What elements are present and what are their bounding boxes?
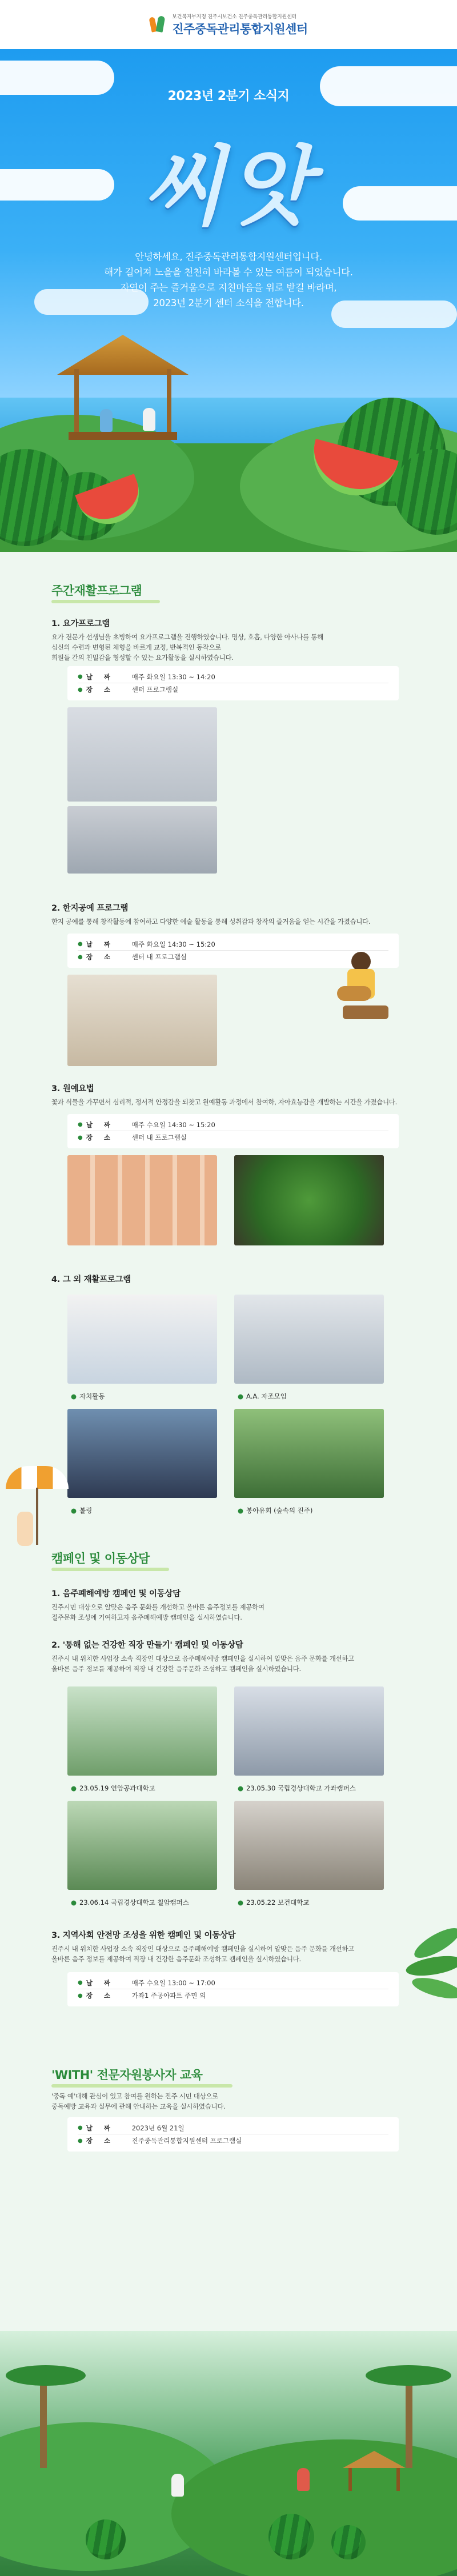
caption-health-univ: ● 23.05.22 보건대학교 bbox=[238, 1898, 310, 1906]
caption-outing: ● 봉아유회 (숲속의 진주) bbox=[238, 1507, 313, 1515]
caption-gajwa: ● 23.05.30 국립경상대학교 가좌캠퍼스 bbox=[238, 1784, 356, 1792]
intro-line: 해가 길어져 노을을 천천히 바라볼 수 있는 여름이 되었습니다. bbox=[104, 267, 353, 278]
center-logo[interactable] bbox=[149, 13, 307, 37]
self-activity-photo bbox=[67, 1295, 217, 1384]
watermelon-illustration bbox=[331, 2525, 366, 2559]
campaign-item2-desc: 진주시 내 위치한 사업장 소속 직장인 대상으로 음주폐해예방 캠페인을 실시하여 알맞은 음주 문화를 개선하고 올바른 음주 정보를 제공하여 직장 내 건강한 음주문화 조성하고 캠페인을 실시하였습니다. bbox=[51, 1654, 355, 1673]
hanji-title: 2. 한지공예 프로그램 bbox=[51, 904, 129, 913]
yoga-title: 1. 요가프로그램 bbox=[51, 619, 110, 628]
intro-line: 자연이 주는 즐거움으로 지친마음을 위로 받길 바라며, bbox=[120, 282, 337, 293]
yoga-photo-2 bbox=[67, 806, 217, 874]
campaign-item2-title: 2. '통해 없는 건강한 직장 만들기' 캠페인 및 이동상담 bbox=[51, 1641, 243, 1650]
person-illustration bbox=[297, 2468, 310, 2491]
hanji-info-box: ● 날 짜 매주 화요일 14:30 ~ 15:20 ● 장 소 센터 내 프로그램실 bbox=[67, 934, 399, 968]
section-title-weekly: 주간재활프로그램 bbox=[51, 582, 142, 599]
pavilion-floor bbox=[69, 432, 177, 440]
person-illustration bbox=[100, 409, 113, 432]
hero-banner bbox=[0, 49, 457, 552]
yoga-info-box: ● 날 짜 매주 화요일 13:30 ~ 14:20 ● 장 소 센터 프로그램실 bbox=[67, 666, 399, 700]
campaign-photo-yonam bbox=[67, 1686, 217, 1776]
caption-yonam: ● 23.05.19 연암공과대학교 bbox=[71, 1784, 155, 1792]
caption-self-activity: ● 자치활동 bbox=[71, 1392, 105, 1400]
campaign-item3-desc: 진주시 내 위치한 사업장 소속 직장인 대상으로 음주폐해예방 캠페인을 실시하여 알맞은 음주 문화를 개선하고 올바른 음주 정보를 제공하여 직장 내 건강한 음주문화 조성하고 캠페인을 실시하였습니다. bbox=[51, 1945, 355, 1963]
footer-illustration bbox=[0, 2331, 457, 2576]
garden-title: 3. 원예요법 bbox=[51, 1084, 94, 1093]
hanji-desc: 한지 공예를 통해 창작활동에 참여하고 다양한 예술 활동을 통해 성취감과 창작의 즐거움을 얻는 시간을 가졌습니다. bbox=[51, 918, 371, 926]
caption-chilam: ● 23.06.14 국립경상대학교 칠암캠퍼스 bbox=[71, 1898, 189, 1906]
pavilion-post bbox=[74, 369, 79, 438]
campaign-photo-health-univ bbox=[234, 1801, 384, 1890]
intro-line: 안녕하세요, 진주중독관리통합지원센터입니다. bbox=[135, 251, 322, 262]
campaign-photo-chilam bbox=[67, 1801, 217, 1890]
garden-photo-1 bbox=[67, 1155, 217, 1245]
campaign-item3-title: 3. 지역사회 안전망 조성을 위한 캠페인 및 이동상담 bbox=[51, 1931, 236, 1940]
campaign-photo-gajwa bbox=[234, 1686, 384, 1776]
newsletter-title: 씨앗 bbox=[142, 137, 315, 237]
issue-subtitle: 2023년 2분기 소식지 bbox=[167, 89, 290, 103]
with-info-box: ● 날 짜 2023년 6월 21일 ● 장 소 진주중독관리통합지원센터 프로그램실 bbox=[67, 2117, 399, 2152]
campaign-item3-info-box: ● 날 짜 매주 수요일 13:00 ~ 17:00 ● 장 소 가좌1 주공아파트 주민 외 bbox=[67, 1972, 399, 2006]
section-title-campaign: 캠페인 및 이동상담 bbox=[51, 1549, 150, 1567]
outing-photo bbox=[234, 1409, 384, 1498]
palm-tree-illustration bbox=[6, 2354, 86, 2468]
campaign-item1-title: 1. 음주폐해예방 캠페인 및 이동상담 bbox=[51, 1589, 181, 1599]
others-title: 4. 그 외 재활프로그램 bbox=[51, 1275, 131, 1284]
person-illustration bbox=[171, 2474, 184, 2497]
garden-info-box: ● 날 짜 매주 수요일 14:30 ~ 15:20 ● 장 소 센터 내 프로그램실 bbox=[67, 1114, 399, 1148]
section-title-with: 'WITH' 전문자원봉사자 교육 bbox=[51, 2066, 202, 2083]
yoga-photo-1 bbox=[67, 707, 217, 802]
guitar-player-illustration bbox=[331, 952, 394, 1026]
intro-line: 2023년 2분기 센터 소식을 전합니다. bbox=[153, 298, 304, 309]
watermelon-illustration bbox=[268, 2514, 314, 2559]
pavilion-post bbox=[167, 369, 171, 438]
org-name: 진주중독관리통합지원센터 bbox=[172, 22, 308, 36]
intro-text bbox=[0, 249, 457, 311]
caption-bowling: ● 볼링 bbox=[71, 1507, 93, 1515]
hut-illustration bbox=[343, 2451, 406, 2491]
header-bar bbox=[0, 0, 457, 49]
person-illustration bbox=[143, 408, 155, 431]
palm-leaf-illustration bbox=[388, 1934, 457, 2049]
caption-aa-meeting: ● A.A. 자조모임 bbox=[238, 1392, 287, 1400]
yoga-desc: 요가 전문가 선생님을 초빙하여 요가프로그램을 진행하였습니다. 명상, 호흡, 다양한 아사나를 통해 심신의 수련과 변형된 체형을 바르게 교정, 반복적인 동작으로 회원들 간의 친밀감을 형성할 수 있는 요가활동을 실시하였습니다. bbox=[51, 633, 323, 662]
campaign-item1-desc: 진주시민 대상으로 알맞은 음주 문화를 개선하고 올바른 음주정보를 제공하여 절주문화 조성에 기여하고자 음주폐해예방 캠페인을 실시하였습니다. bbox=[51, 1603, 264, 1621]
bowling-photo bbox=[67, 1409, 217, 1498]
watermelon-illustration bbox=[86, 2519, 126, 2559]
hanji-photo bbox=[67, 975, 217, 1066]
aa-meeting-photo bbox=[234, 1295, 384, 1384]
beach-umbrella-illustration bbox=[6, 1466, 69, 1552]
garden-photo-2 bbox=[234, 1155, 384, 1245]
with-desc: '중독 예'대해 관심이 있고 참여를 원하는 진주 시민 대상으로 중독예방 교육과 실무에 관해 안내하는 교육을 실시하였습니다. bbox=[51, 2092, 226, 2110]
garden-desc: 꽃과 식물을 가꾸면서 심리적, 정서적 안정감을 되찾고 원예활동 과정에서 참여하, 자아효능감을 개발하는 시간을 가졌습니다. bbox=[51, 1098, 397, 1106]
logo-icon bbox=[149, 15, 166, 34]
org-subtitle: 보건복지부지정 진주시보건소 진주중독관리통합지원센터 bbox=[172, 14, 296, 20]
